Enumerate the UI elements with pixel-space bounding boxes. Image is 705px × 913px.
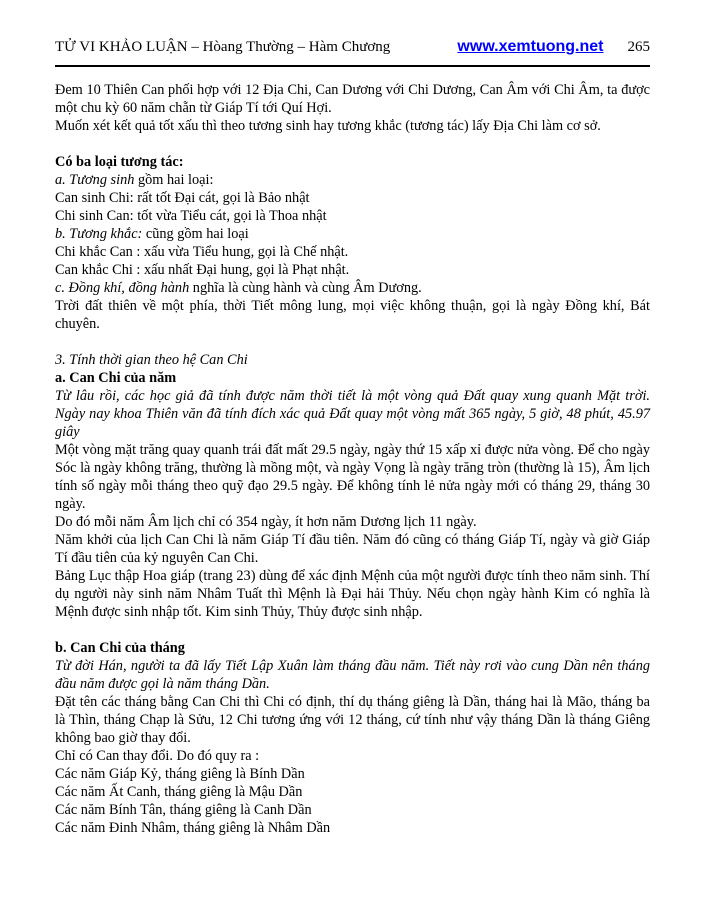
text-run: Đem 10 Thiên Can phối hợp với 12 Địa Chi, Can Dương với Chi Dương, Can Âm với Chi Âm, ta được một chu kỳ 60 năm chẵn từ Giáp Tí tới Quí Hợi.: [55, 82, 650, 116]
text-run: Đặt tên các tháng bằng Can Chi thì Chi có định, thí dụ tháng giêng là Dần, tháng hai là Mão, tháng ba là Thìn, tháng Chạp là Sửu, 12 Chi tương ứng với 12 tháng, cứ tính như vậy tháng Dần là tháng Giêng không bao giờ thay đổi.: [55, 694, 650, 746]
paragraph: [55, 117, 650, 135]
paragraph: [55, 225, 650, 243]
page-number: 265: [627, 39, 650, 55]
page-header: [55, 38, 650, 56]
document-body: [55, 81, 650, 837]
text-run: Từ lâu rồi, các học giả đã tính được năm thời tiết là một vòng quả Đất quay xung quanh Mặt trời. Ngày nay khoa Thiên văn đã tính đích xác quả Đất quay một vòng mất 365 ngày, 5 giờ, 48 phút, 45.97 giây: [55, 388, 650, 440]
text-run: Các năm Giáp Kỷ, tháng giêng là Bính Dần: [55, 766, 305, 782]
text-run: c. Đồng khí, đồng hành: [55, 280, 193, 296]
paragraph: [55, 153, 650, 171]
paragraph-spacer: [55, 135, 650, 153]
paragraph: [55, 639, 650, 657]
paragraph: [55, 693, 650, 747]
website-link[interactable]: www.xemtuong.net: [457, 38, 604, 55]
paragraph-spacer: [55, 621, 650, 639]
paragraph: [55, 801, 650, 819]
paragraph: [55, 531, 650, 567]
text-run: Năm khởi của lịch Can Chi là năm Giáp Tí đầu tiên. Năm đó cũng có tháng Giáp Tí, ngày và giờ Giáp Tí đầu tiên của kỷ nguyên Can Chi.: [55, 532, 650, 566]
paragraph: [55, 765, 650, 783]
text-run: Bảng Lục thập Hoa giáp (trang 23) dùng để xác định Mệnh của một người được tính theo năm sinh. Thí dụ người này sinh năm Nhâm Tuất thì Mệnh là Đại hải Thủy. Nếu chọn ngày hành Kim có nghĩa là Mệnh được sinh nhập tốt. Kim sinh Thủy, Thủy được sinh nhập.: [55, 568, 650, 620]
paragraph: [55, 207, 650, 225]
text-run: b. Can Chi của tháng: [55, 640, 185, 656]
paragraph: [55, 747, 650, 765]
paragraph: [55, 513, 650, 531]
paragraph: [55, 243, 650, 261]
text-run: 3. Tính thời gian theo hệ Can Chi: [55, 352, 248, 368]
text-run: Trời đất thiên về một phía, thời Tiết mông lung, mọi việc không thuận, gọi là ngày Đồng khí, Bát chuyên.: [55, 298, 650, 332]
text-run: Do đó mỗi năm Âm lịch chỉ có 354 ngày, ít hơn năm Dương lịch 11 ngày.: [55, 514, 477, 530]
paragraph: [55, 441, 650, 513]
text-run: Muốn xét kết quả tốt xấu thì theo tương sinh hay tương khắc (tương tác) lấy Địa Chi làm cơ sở.: [55, 118, 601, 134]
text-run: Các năm Đinh Nhâm, tháng giêng là Nhâm Dần: [55, 820, 331, 836]
paragraph: [55, 171, 650, 189]
paragraph: [55, 783, 650, 801]
book-title: TỬ VI KHẢO LUẬN – Hòang Thường – Hàm Chương: [55, 39, 391, 55]
text-run: Các năm Ất Canh, tháng giêng là Mậu Dần: [55, 784, 303, 800]
paragraph: [55, 189, 650, 207]
paragraph-spacer: [55, 333, 650, 351]
paragraph: [55, 351, 650, 369]
paragraph: [55, 279, 650, 297]
text-run: nghĩa là cùng hành và cùng Âm Dương.: [192, 280, 422, 296]
text-run: b. Tương khắc:: [55, 226, 146, 242]
paragraph: [55, 657, 650, 693]
text-run: gồm hai loại:: [137, 172, 214, 188]
paragraph: [55, 81, 650, 117]
paragraph: [55, 369, 650, 387]
text-run: Can sinh Chi: rất tốt Đại cát, gọi là Bảo nhật: [55, 190, 310, 206]
text-run: Chi sinh Can: tốt vừa Tiểu cát, gọi là Thoa nhật: [55, 208, 327, 224]
text-run: a. Tương sinh: [55, 172, 138, 188]
text-run: Một vòng mặt trăng quay quanh trái đất mất 29.5 ngày, ngày thứ 15 xấp xỉ được nửa vòng. Để cho ngày Sóc là ngày không trăng, thường là mồng một, và ngày Vọng là ngày trăng tròn (thường là 15), Âm lịch tính số ngày mỗi tháng theo quỹ đạo 29.5 ngày. Để không tính lẻ nửa ngày mới có tháng 29, tháng 30 ngày.: [55, 442, 650, 512]
text-run: Chi khắc Can : xấu vừa Tiểu hung, gọi là Chế nhật.: [55, 244, 349, 260]
paragraph: [55, 567, 650, 621]
text-run: Chỉ có Can thay đổi. Do đó quy ra :: [55, 748, 260, 764]
paragraph: [55, 297, 650, 333]
text-run: Từ đời Hán, người ta đã lấy Tiết Lập Xuân làm tháng đầu năm. Tiết này rơi vào cung Dần nên tháng đầu năm được gọi là năm tháng Dần.: [55, 658, 650, 692]
text-run: Các năm Bính Tân, tháng giêng là Canh Dần: [55, 802, 312, 818]
text-run: cũng gồm hai loại: [145, 226, 249, 242]
header-divider: [55, 65, 650, 67]
text-run: Can khắc Chi : xấu nhất Đại hung, gọi là Phạt nhật.: [55, 262, 350, 278]
paragraph: [55, 261, 650, 279]
paragraph: [55, 387, 650, 441]
text-run: Có ba loại tương tác:: [55, 154, 184, 170]
paragraph: [55, 819, 650, 837]
text-run: a. Can Chi của năm: [55, 370, 177, 386]
